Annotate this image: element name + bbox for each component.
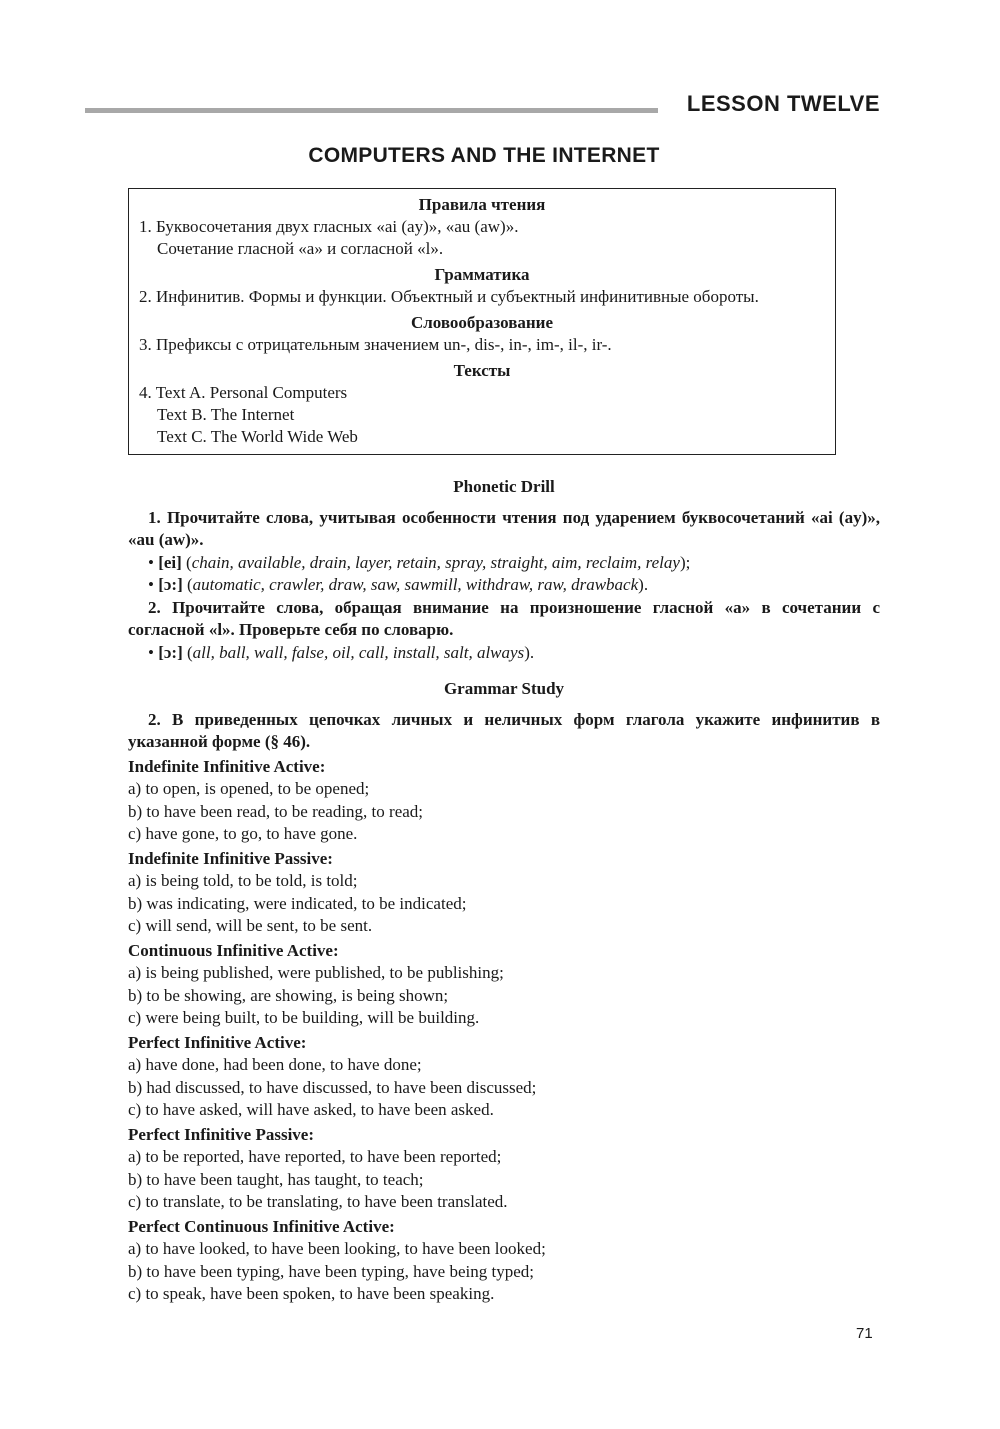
task-text: 2. Прочитайте слова, обращая внимание на произношение гласной «a» в сочетании с согласной «l». Проверьте себя по словарю. xyxy=(128,597,880,639)
phonetic-symbol: [ɔ:] xyxy=(158,575,183,594)
box-heading: Правила чтения xyxy=(418,195,546,214)
exercise-item: c) will send, will be sent, to be sent. xyxy=(128,916,373,935)
exercise-groups xyxy=(128,756,880,1306)
box-heading: Тексты xyxy=(453,361,511,380)
exercise-item: a) have done, had been done, to have done; xyxy=(128,1055,422,1074)
box-line: 4. Text A. Personal Computers xyxy=(139,383,348,402)
task-text: 2. В приведенных цепочках личных и неличных форм глагола укажите инфинитив в указанной форме (§ 46). xyxy=(128,709,880,751)
group-title: Perfect Infinitive Active: xyxy=(128,1032,307,1052)
exercise-item: a) is being told, to be told, is told; xyxy=(128,871,358,890)
box-line: 2. Инфинитив. Формы и функции. Объектный и субъектный инфинитивные обороты. xyxy=(139,287,759,306)
punct: ). xyxy=(524,642,535,662)
exercise-item: c) to speak, have been spoken, to have been speaking. xyxy=(128,1284,495,1303)
box-line: 3. Префиксы с отрицательным значением un-, dis-, in-, im-, il-, ir-. xyxy=(139,335,612,354)
exercise-item: c) have gone, to go, to have gone. xyxy=(128,824,358,843)
section-heading: Phonetic Drill xyxy=(453,477,555,496)
phonetic-symbol: [ei] xyxy=(158,552,182,572)
box-heading: Словообразование xyxy=(410,313,554,332)
page-title: COMPUTERS AND THE INTERNET xyxy=(308,144,660,167)
exercise-item: c) to have asked, will have asked, to have been asked. xyxy=(128,1100,494,1119)
lesson-label: LESSON TWELVE xyxy=(686,91,880,116)
group-title: Continuous Infinitive Active: xyxy=(128,940,339,960)
word-list: automatic, crawler, draw, saw, sawmill, withdraw, raw, drawback xyxy=(192,575,639,594)
group-title: Perfect Continuous Infinitive Active: xyxy=(128,1216,395,1236)
word-list: all, ball, wall, false, oil, call, install, salt, always xyxy=(192,642,525,662)
exercise-item: b) to have been read, to be reading, to read; xyxy=(128,801,424,821)
punct: ). xyxy=(638,575,649,594)
phonetic-symbol: [ɔ:] xyxy=(158,642,183,662)
page-number: 71 xyxy=(856,1325,873,1342)
exercise-item: b) was indicating, were indicated, to be indicated; xyxy=(128,893,467,913)
exercise-item: c) were being built, to be building, will be building. xyxy=(128,1008,480,1027)
group-title: Perfect Infinitive Passive: xyxy=(128,1124,314,1144)
exercise-item: a) to open, is opened, to be opened; xyxy=(128,779,370,798)
section-heading: Grammar Study xyxy=(443,679,565,698)
grammar-study xyxy=(128,678,880,1306)
phonetic-drill xyxy=(128,476,880,664)
exercise-item: a) to have looked, to have been looking, to have been looked; xyxy=(128,1239,546,1258)
group-title: Indefinite Infinitive Passive: xyxy=(128,848,333,868)
box-line: 1. Буквосочетания двух гласных «ai (ay)», «au (aw)». xyxy=(139,217,519,236)
exercise-item: b) had discussed, to have discussed, to have been discussed; xyxy=(128,1077,537,1097)
header-rule xyxy=(85,108,658,113)
bullet-line: • [ɔ:] (all, ball, wall, false, oil, call, install, salt, always). xyxy=(148,642,535,662)
bullet-line: • [ɔ:] (automatic, crawler, draw, saw, sawmill, withdraw, raw, drawback). xyxy=(148,575,649,594)
word-list: chain, available, drain, layer, retain, spray, straight, aim, reclaim, relay xyxy=(191,552,680,572)
box-heading: Грамматика xyxy=(434,265,530,284)
exercise-item: b) to have been typing, have been typing, have being typed; xyxy=(128,1261,534,1281)
box-line: Text B. The Internet xyxy=(157,405,295,424)
box-line: Text C. The World Wide Web xyxy=(157,427,358,446)
box-line: Сочетание гласной «a» и согласной «l». xyxy=(157,239,444,258)
exercise-item: a) is being published, were published, to be publishing; xyxy=(128,963,504,982)
punct: ); xyxy=(679,552,691,572)
exercise-item: b) to be showing, are showing, is being shown; xyxy=(128,985,449,1005)
exercise-item: c) to translate, to be translating, to have been translated. xyxy=(128,1192,508,1211)
task-text: 1. Прочитайте слова, учитывая особенности чтения под ударением буквосочетаний «ai (ay)», «au (aw)». xyxy=(128,507,880,549)
contents-box xyxy=(128,188,836,455)
group-title: Indefinite Infinitive Active: xyxy=(128,756,326,776)
exercise-item: a) to be reported, have reported, to have been reported; xyxy=(128,1147,502,1166)
bullet-line: • [ei] (chain, available, drain, layer, retain, spray, straight, aim, reclaim, relay); xyxy=(148,552,691,572)
exercise-item: b) to have been taught, has taught, to teach; xyxy=(128,1169,424,1189)
